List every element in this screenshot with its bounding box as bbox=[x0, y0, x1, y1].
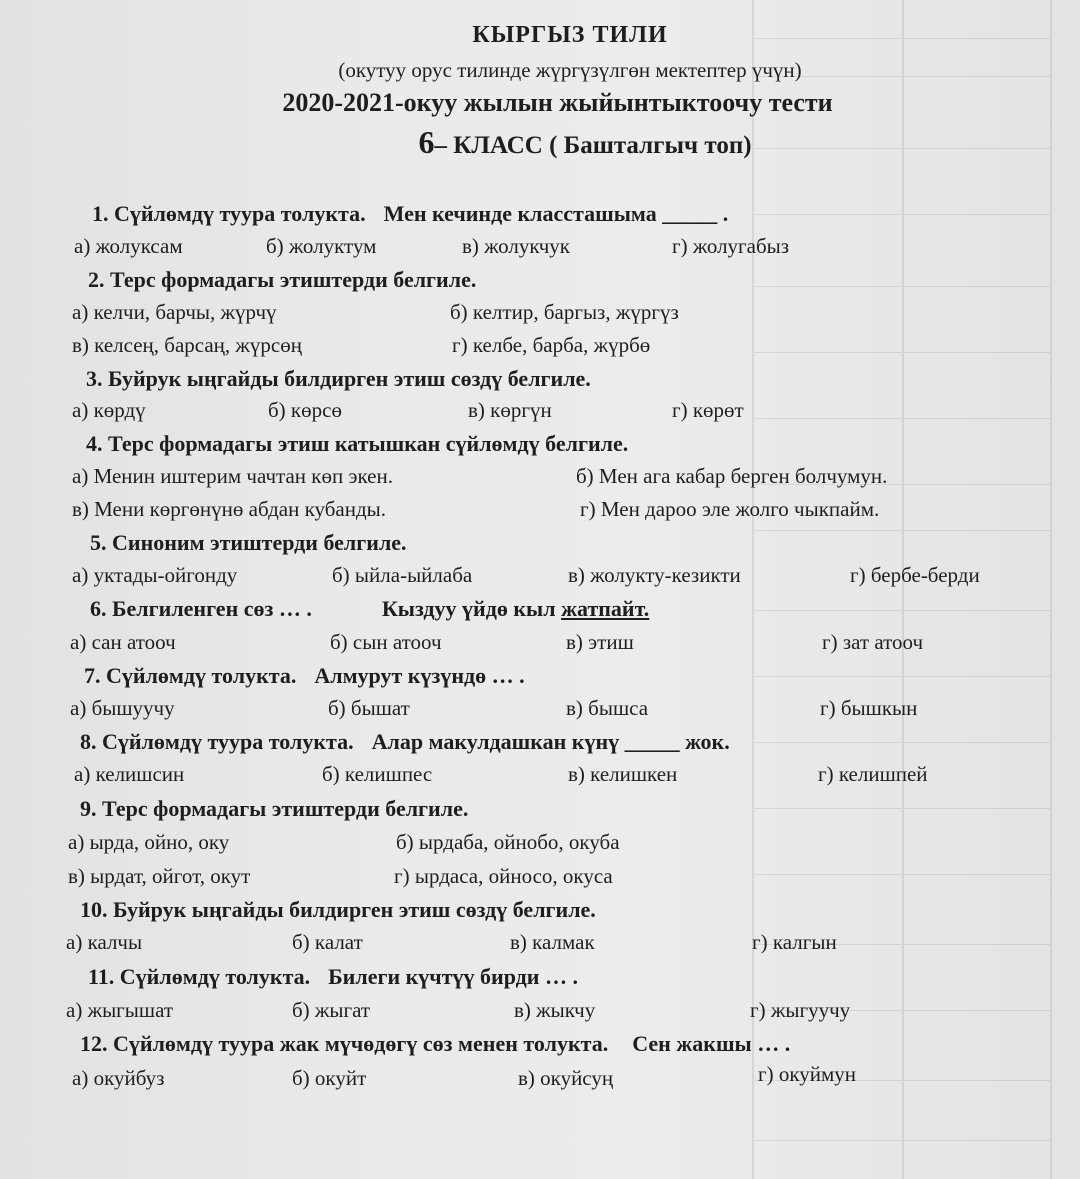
q1-option-d[interactable]: г) жолугабыз bbox=[672, 234, 790, 258]
q12-option-b[interactable]: б) окуйт bbox=[292, 1066, 367, 1090]
class-number: 6 bbox=[418, 124, 435, 160]
subject-title: КЫРГЫЗ ТИЛИ bbox=[472, 22, 668, 48]
question-number: 3. bbox=[86, 366, 103, 391]
question-text: Терс формадагы этиш катышкан сүйлөмдү белгиле. bbox=[108, 431, 629, 456]
question-text: Сүйлөмдү туура толукта. bbox=[114, 201, 366, 226]
question-2 bbox=[88, 267, 476, 293]
question-number: 12. bbox=[80, 1031, 108, 1056]
question-9 bbox=[80, 796, 468, 822]
question-11 bbox=[88, 964, 578, 990]
q12-option-a[interactable]: а) окуйбуз bbox=[72, 1066, 165, 1090]
question-7 bbox=[84, 663, 525, 689]
q11-option-a[interactable]: а) жыгышат bbox=[66, 998, 174, 1022]
q2-option-a[interactable]: а) келчи, барчы, жүрчү bbox=[72, 300, 277, 324]
question-text: Терс формадагы этиштерди белгиле. bbox=[102, 796, 469, 821]
q7-option-a[interactable]: а) бышуучу bbox=[70, 696, 175, 720]
q7-option-d[interactable]: г) бышкын bbox=[820, 696, 918, 720]
question-4 bbox=[86, 431, 628, 457]
question-text: Терс формадагы этиштерди белгиле. bbox=[110, 267, 477, 292]
q6-option-b[interactable]: б) сын атооч bbox=[330, 630, 442, 654]
question-number: 6. bbox=[90, 596, 107, 621]
q1-option-b[interactable]: б) жолуктум bbox=[266, 234, 377, 258]
q3-option-d[interactable]: г) көрөт bbox=[672, 398, 744, 422]
q6-option-a[interactable]: а) сан атооч bbox=[70, 630, 176, 654]
q3-option-a[interactable]: а) көрдү bbox=[72, 398, 146, 422]
question-6 bbox=[90, 596, 649, 622]
question-5 bbox=[90, 530, 407, 556]
q3-option-b[interactable]: б) көрсө bbox=[268, 398, 342, 422]
question-12 bbox=[80, 1031, 790, 1057]
question-text: Сүйлөмдү туура толукта. bbox=[102, 729, 354, 754]
q7-option-c[interactable]: в) бышса bbox=[566, 696, 649, 720]
question-number: 7. bbox=[84, 663, 101, 688]
question-number: 4. bbox=[86, 431, 103, 456]
question-number: 5. bbox=[90, 530, 107, 555]
q8-option-b[interactable]: б) келишпес bbox=[322, 762, 433, 786]
q2-option-d[interactable]: г) келбе, барба, жүрбө bbox=[452, 333, 651, 357]
q9-option-b[interactable]: б) ырдаба, ойнобо, окуба bbox=[396, 830, 620, 854]
question-8 bbox=[80, 729, 730, 755]
year-title: 2020-2021-окуу жылын жыйынтыктоочу тести bbox=[282, 88, 833, 117]
question-10 bbox=[80, 897, 596, 923]
q10-option-d[interactable]: г) калгын bbox=[752, 930, 837, 954]
question-sentence: Мен кечинде классташыма _____ . bbox=[383, 201, 729, 226]
q9-option-d[interactable]: г) ырдаса, ойносо, окуса bbox=[394, 864, 613, 888]
class-label: – КЛАСС ( Башталгыч топ) bbox=[434, 132, 752, 159]
q3-option-c[interactable]: в) көргүн bbox=[468, 398, 552, 422]
class-title bbox=[90, 124, 1080, 161]
q7-option-b[interactable]: б) бышат bbox=[328, 696, 410, 720]
question-number: 11. bbox=[88, 964, 115, 989]
question-number: 10. bbox=[80, 897, 108, 922]
question-3 bbox=[86, 366, 591, 392]
question-text: Белгиленген сөз … . bbox=[112, 596, 312, 621]
question-text: Сүйлөмдү толукта. bbox=[119, 964, 311, 989]
question-number: 1. bbox=[92, 201, 109, 226]
question-sentence: Алар макулдашкан күнү _____ жок. bbox=[371, 729, 730, 754]
q2-option-b[interactable]: б) келтир, баргыз, жүргүз bbox=[450, 300, 679, 324]
q2-option-c[interactable]: в) келсең, барсаң, жүрсөң bbox=[72, 333, 302, 357]
q6-option-d[interactable]: г) зат атооч bbox=[822, 630, 924, 654]
q8-option-a[interactable]: а) келишсин bbox=[74, 762, 185, 786]
q8-option-d[interactable]: г) келишпей bbox=[818, 762, 928, 786]
question-text: Буйрук ыңгайды билдирген этиш сөздү белгиле. bbox=[108, 366, 591, 391]
q4-option-d[interactable]: г) Мен дароо эле жолго чыкпайм. bbox=[580, 497, 880, 521]
q4-option-a[interactable]: а) Менин иштерим чачтан көп экен. bbox=[72, 464, 393, 488]
q10-option-a[interactable]: а) калчы bbox=[66, 930, 143, 954]
question-number: 9. bbox=[80, 796, 97, 821]
q4-option-b[interactable]: б) Мен ага кабар берген болчумун. bbox=[576, 464, 888, 488]
q12-option-d[interactable]: г) окуймун bbox=[758, 1062, 857, 1086]
subject-subtitle: (окутуу орус тилинде жүргүзүлгөн мектептер үчүн) bbox=[338, 58, 802, 82]
question-text: Синоним этиштерди белгиле. bbox=[112, 530, 407, 555]
q1-option-a[interactable]: а) жолуксам bbox=[74, 234, 183, 258]
question-sentence: Сен жакшы … . bbox=[632, 1031, 791, 1056]
question-text: Буйрук ыңгайды билдирген этиш сөздү белгиле. bbox=[113, 897, 596, 922]
question-number: 8. bbox=[80, 729, 97, 754]
q11-option-d[interactable]: г) жыгуучу bbox=[750, 998, 851, 1022]
question-1 bbox=[92, 201, 728, 227]
question-text: Сүйлөмдү туура жак мүчөдөгү сөз менен толукта. bbox=[113, 1031, 609, 1056]
question-sentence: Алмурут күзүндө … . bbox=[314, 663, 525, 688]
q5-option-a[interactable]: а) уктады-ойгонду bbox=[72, 563, 238, 587]
q1-option-c[interactable]: в) жолукчук bbox=[462, 234, 570, 258]
question-number: 2. bbox=[88, 267, 105, 292]
q9-option-c[interactable]: в) ырдат, ойгот, окут bbox=[68, 864, 251, 888]
q9-option-a[interactable]: а) ырда, ойно, оку bbox=[68, 830, 230, 854]
q12-option-c[interactable]: в) окуйсуң bbox=[518, 1066, 614, 1090]
q5-option-d[interactable]: г) бербе-берди bbox=[850, 563, 980, 587]
q8-option-c[interactable]: в) келишкен bbox=[568, 762, 678, 786]
q10-option-c[interactable]: в) калмак bbox=[510, 930, 595, 954]
q5-option-b[interactable]: б) ыйла-ыйлаба bbox=[332, 563, 473, 587]
q5-option-c[interactable]: в) жолукту-кезикти bbox=[568, 563, 741, 587]
question-text: Сүйлөмдү толукта. bbox=[106, 663, 297, 688]
question-sentence: Кыздуу үйдө кыл bbox=[381, 596, 562, 621]
question-sentence: Билеги күчтүү бирди … . bbox=[328, 964, 578, 989]
q11-option-c[interactable]: в) жыкчу bbox=[514, 998, 596, 1022]
q4-option-c[interactable]: в) Мени көргөнүнө абдан кубанды. bbox=[72, 497, 387, 521]
q11-option-b[interactable]: б) жыгат bbox=[292, 998, 371, 1022]
q6-option-c[interactable]: в) этиш bbox=[566, 630, 634, 654]
underlined-word: жатпайт. bbox=[561, 596, 650, 621]
q10-option-b[interactable]: б) калат bbox=[292, 930, 363, 954]
